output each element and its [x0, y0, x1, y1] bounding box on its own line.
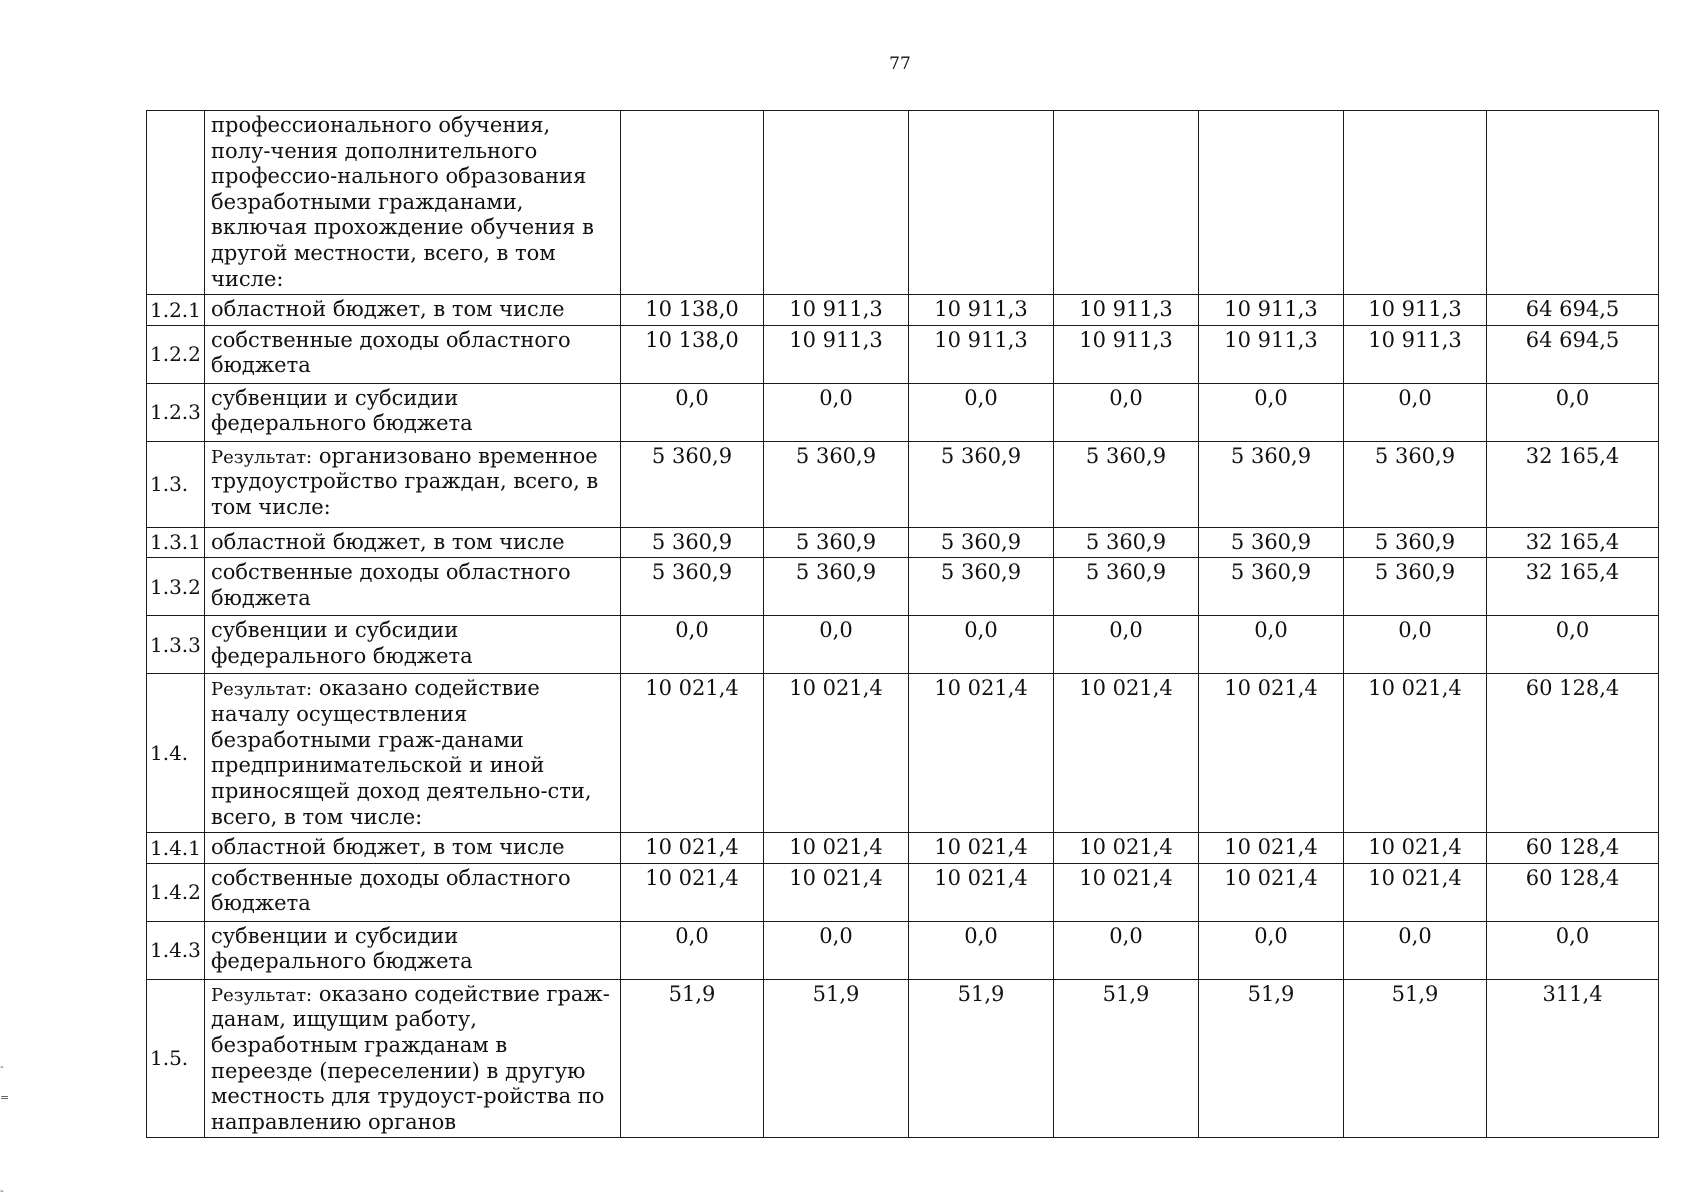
value-cell: 51,9 [1054, 979, 1199, 1138]
total-cell: 64 694,5 [1487, 325, 1659, 383]
table-row [147, 921, 1659, 979]
page-number: 77 [889, 54, 911, 74]
value-cell: 10 911,3 [764, 295, 909, 326]
total-cell: 32 165,4 [1487, 558, 1659, 616]
value-cell: 5 360,9 [1344, 527, 1487, 558]
value-cell: 10 138,0 [621, 325, 764, 383]
value-cell: 10 911,3 [1199, 295, 1344, 326]
row-text: областной бюджет, в том числе [211, 529, 565, 554]
row-text: субвенции и субсидии федерального бюджета [211, 385, 473, 436]
row-code: 1.3.2 [147, 558, 205, 616]
value-cell: 0,0 [1054, 383, 1199, 441]
row-code: 1.5. [147, 979, 205, 1138]
value-cell [1344, 111, 1487, 295]
total-cell: 60 128,4 [1487, 863, 1659, 921]
total-cell: 0,0 [1487, 921, 1659, 979]
row-code: 1.2.1 [147, 295, 205, 326]
value-cell: 51,9 [764, 979, 909, 1138]
value-cell: 0,0 [621, 616, 764, 674]
row-description [205, 527, 621, 558]
value-cell: 5 360,9 [1344, 558, 1487, 616]
row-text: областной бюджет, в том числе [211, 835, 565, 860]
row-description [205, 111, 621, 295]
row-text: собственные доходы областного бюджета [211, 560, 571, 611]
table-row [147, 441, 1659, 527]
row-description [205, 295, 621, 326]
value-cell: 10 021,4 [1344, 674, 1487, 833]
row-text: оказано содействие граж-данам, ищущим работу, безработным гражданам в переезде (переселении) в другую местность для трудоуст-ройства по направлению органов [211, 981, 610, 1134]
value-cell: 5 360,9 [764, 558, 909, 616]
value-cell: 5 360,9 [621, 441, 764, 527]
row-code: 1.4.2 [147, 863, 205, 921]
row-code: 1.2.3 [147, 383, 205, 441]
value-cell: 10 021,4 [1054, 863, 1199, 921]
row-text: организовано временное трудоустройство граждан, всего, в том числе: [211, 443, 599, 520]
value-cell: 10 911,3 [909, 295, 1054, 326]
row-description [205, 921, 621, 979]
value-cell: 0,0 [764, 616, 909, 674]
row-code: 1.3.3 [147, 616, 205, 674]
value-cell: 51,9 [1344, 979, 1487, 1138]
value-cell [1199, 111, 1344, 295]
value-cell: 10 911,3 [1344, 295, 1487, 326]
value-cell: 51,9 [621, 979, 764, 1138]
value-cell: 0,0 [909, 616, 1054, 674]
table-row [147, 674, 1659, 833]
value-cell: 10 021,4 [909, 833, 1054, 864]
value-cell: 10 021,4 [621, 833, 764, 864]
row-description [205, 325, 621, 383]
value-cell: 0,0 [1199, 616, 1344, 674]
value-cell: 5 360,9 [621, 527, 764, 558]
row-code: 1.4. [147, 674, 205, 833]
value-cell: 5 360,9 [1054, 527, 1199, 558]
row-code: 1.4.3 [147, 921, 205, 979]
value-cell: 0,0 [764, 383, 909, 441]
value-cell: 5 360,9 [909, 558, 1054, 616]
table-row [147, 863, 1659, 921]
value-cell: 10 021,4 [764, 863, 909, 921]
value-cell: 10 138,0 [621, 295, 764, 326]
value-cell: 0,0 [621, 383, 764, 441]
total-cell: 60 128,4 [1487, 674, 1659, 833]
value-cell: 10 021,4 [764, 674, 909, 833]
value-cell: 0,0 [621, 921, 764, 979]
total-cell: 32 165,4 [1487, 441, 1659, 527]
value-cell: 5 360,9 [764, 527, 909, 558]
row-text: собственные доходы областного бюджета [211, 865, 571, 916]
value-cell: 10 021,4 [621, 674, 764, 833]
value-cell: 0,0 [1054, 921, 1199, 979]
table-row [147, 383, 1659, 441]
row-text: профессионального обучения, полу-чения дополнительного профессио-нального образования безработными гражданами, включая прохождение обучения в другой местности, всего, в том числе: [211, 113, 594, 291]
value-cell: 0,0 [1199, 383, 1344, 441]
row-code: 1.2.2 [147, 325, 205, 383]
table-row [147, 295, 1659, 326]
value-cell: 10 021,4 [909, 674, 1054, 833]
value-cell: 5 360,9 [1054, 441, 1199, 527]
value-cell: 5 360,9 [1199, 558, 1344, 616]
value-cell: 5 360,9 [764, 441, 909, 527]
value-cell: 10 021,4 [909, 863, 1054, 921]
row-text: субвенции и субсидии федерального бюджета [211, 618, 473, 669]
value-cell: 0,0 [1054, 616, 1199, 674]
value-cell: 5 360,9 [909, 441, 1054, 527]
row-code [147, 111, 205, 295]
row-text: оказано содействие началу осуществления безработными граж-данами предпринимательской и иной приносящей доход деятельно-сти, всего, в том числе: [211, 676, 592, 829]
table-row [147, 616, 1659, 674]
row-description [205, 863, 621, 921]
value-cell: 10 021,4 [1344, 863, 1487, 921]
budget-table [146, 110, 1659, 1138]
row-description [205, 616, 621, 674]
result-prefix: Результат: [211, 679, 313, 701]
value-cell: 0,0 [1199, 921, 1344, 979]
row-text: субвенции и субсидии федерального бюджета [211, 923, 473, 974]
value-cell: 10 911,3 [1054, 295, 1199, 326]
value-cell: 10 911,3 [1344, 325, 1487, 383]
table-row [147, 111, 1659, 295]
value-cell: 10 911,3 [909, 325, 1054, 383]
value-cell: 10 021,4 [764, 833, 909, 864]
value-cell: 51,9 [909, 979, 1054, 1138]
total-cell: 0,0 [1487, 616, 1659, 674]
row-code: 1.3.1 [147, 527, 205, 558]
value-cell [1054, 111, 1199, 295]
table-row [147, 833, 1659, 864]
total-cell: 311,4 [1487, 979, 1659, 1138]
value-cell [909, 111, 1054, 295]
table-row [147, 558, 1659, 616]
total-cell: 32 165,4 [1487, 527, 1659, 558]
value-cell: 10 021,4 [1344, 833, 1487, 864]
value-cell: 10 021,4 [1054, 674, 1199, 833]
value-cell: 0,0 [1344, 616, 1487, 674]
total-cell: 64 694,5 [1487, 295, 1659, 326]
row-description [205, 833, 621, 864]
row-description [205, 441, 621, 527]
value-cell: 10 911,3 [1054, 325, 1199, 383]
value-cell: 0,0 [1344, 383, 1487, 441]
result-prefix: Результат: [211, 446, 313, 468]
row-description [205, 558, 621, 616]
value-cell: 10 021,4 [1054, 833, 1199, 864]
value-cell: 0,0 [909, 383, 1054, 441]
total-cell: 60 128,4 [1487, 833, 1659, 864]
value-cell: 10 021,4 [1199, 863, 1344, 921]
row-code: 1.4.1 [147, 833, 205, 864]
value-cell: 10 911,3 [764, 325, 909, 383]
row-description [205, 674, 621, 833]
total-cell [1487, 111, 1659, 295]
table-row [147, 527, 1659, 558]
result-prefix: Результат: [211, 984, 313, 1006]
table-row [147, 325, 1659, 383]
row-code: 1.3. [147, 441, 205, 527]
row-description [205, 979, 621, 1138]
value-cell: 10 021,4 [621, 863, 764, 921]
total-cell: 0,0 [1487, 383, 1659, 441]
value-cell: 10 911,3 [1199, 325, 1344, 383]
scan-margin-marks: - = - [0, 1060, 10, 1197]
row-description [205, 383, 621, 441]
value-cell: 0,0 [1344, 921, 1487, 979]
row-text: областной бюджет, в том числе [211, 297, 565, 322]
row-text: собственные доходы областного бюджета [211, 327, 571, 378]
value-cell: 0,0 [764, 921, 909, 979]
value-cell: 5 360,9 [621, 558, 764, 616]
value-cell: 10 021,4 [1199, 674, 1344, 833]
value-cell: 5 360,9 [909, 527, 1054, 558]
value-cell [621, 111, 764, 295]
value-cell [764, 111, 909, 295]
value-cell: 51,9 [1199, 979, 1344, 1138]
value-cell: 5 360,9 [1344, 441, 1487, 527]
value-cell: 0,0 [909, 921, 1054, 979]
value-cell: 5 360,9 [1199, 441, 1344, 527]
value-cell: 5 360,9 [1199, 527, 1344, 558]
value-cell: 10 021,4 [1199, 833, 1344, 864]
value-cell: 5 360,9 [1054, 558, 1199, 616]
table-row [147, 979, 1659, 1138]
